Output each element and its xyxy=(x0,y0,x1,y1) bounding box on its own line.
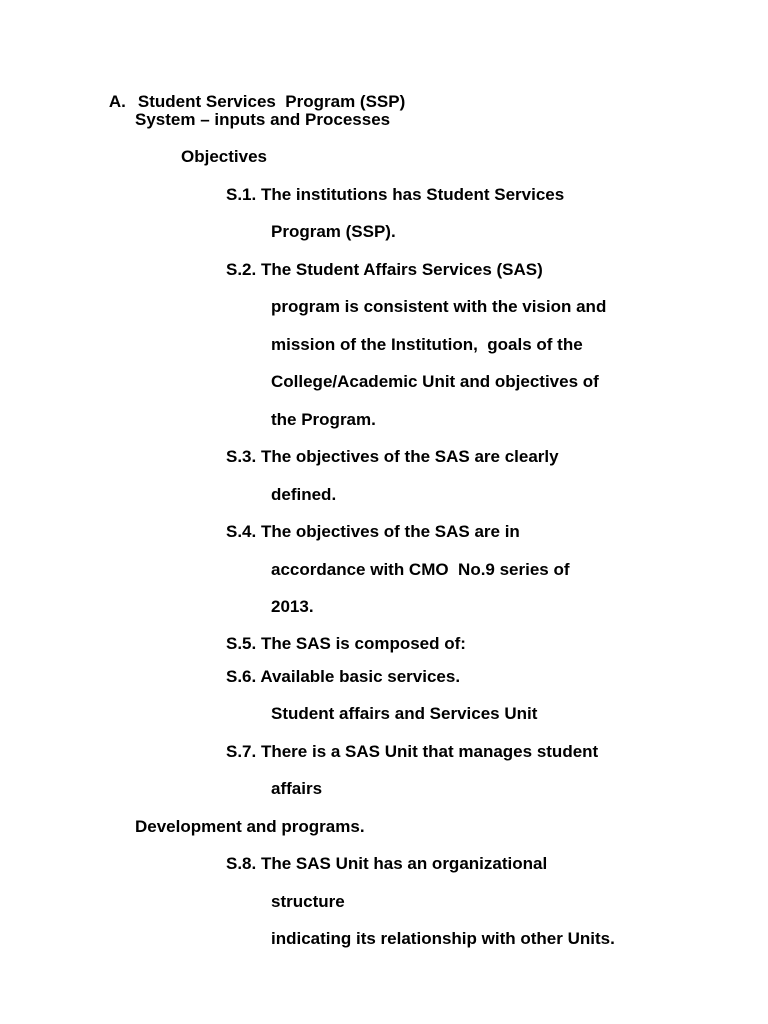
heading-marker: A. xyxy=(108,92,126,111)
item-s8-line-1: S.8. The SAS Unit has an organizational xyxy=(226,854,548,873)
item-s8-line-3: indicating its relationship with other Units. xyxy=(271,929,615,948)
item-s8-line-2: structure xyxy=(271,892,345,911)
item-s2-line-1: S.2. The Student Affairs Services (SAS) xyxy=(226,260,543,279)
section-development-programs: Development and programs. xyxy=(135,817,365,836)
item-s7-line-2: affairs xyxy=(271,779,323,798)
item-s3-line-1: S.3. The objectives of the SAS are clearly xyxy=(226,447,559,466)
item-s4-line-3: 2013. xyxy=(271,597,314,616)
item-s1-line-2: Program (SSP). xyxy=(271,222,396,241)
item-s2-line-4: College/Academic Unit and objectives of xyxy=(271,372,599,391)
item-s5-line-1: S.5. The SAS is composed of: xyxy=(226,634,466,653)
section-system-inputs: System – inputs and Processes xyxy=(135,110,391,129)
item-s6-line-1: S.6. Available basic services. xyxy=(226,667,461,686)
item-s6-line-2: Student affairs and Services Unit xyxy=(271,704,538,723)
item-s1-line-1: S.1. The institutions has Student Services xyxy=(226,185,565,204)
subsection-objectives: Objectives xyxy=(181,147,267,166)
item-s3-line-2: defined. xyxy=(271,485,337,504)
item-s7-line-1: S.7. There is a SAS Unit that manages student xyxy=(226,742,599,761)
heading-text: Student Services Program (SSP) xyxy=(137,92,406,111)
item-s2-line-2: program is consistent with the vision and xyxy=(271,297,607,316)
item-s4-line-2: accordance with CMO No.9 series of xyxy=(271,560,570,579)
item-s4-line-1: S.4. The objectives of the SAS are in xyxy=(226,522,520,541)
item-s2-line-5: the Program. xyxy=(271,410,376,429)
item-s2-line-3: mission of the Institution, goals of the xyxy=(271,335,583,354)
